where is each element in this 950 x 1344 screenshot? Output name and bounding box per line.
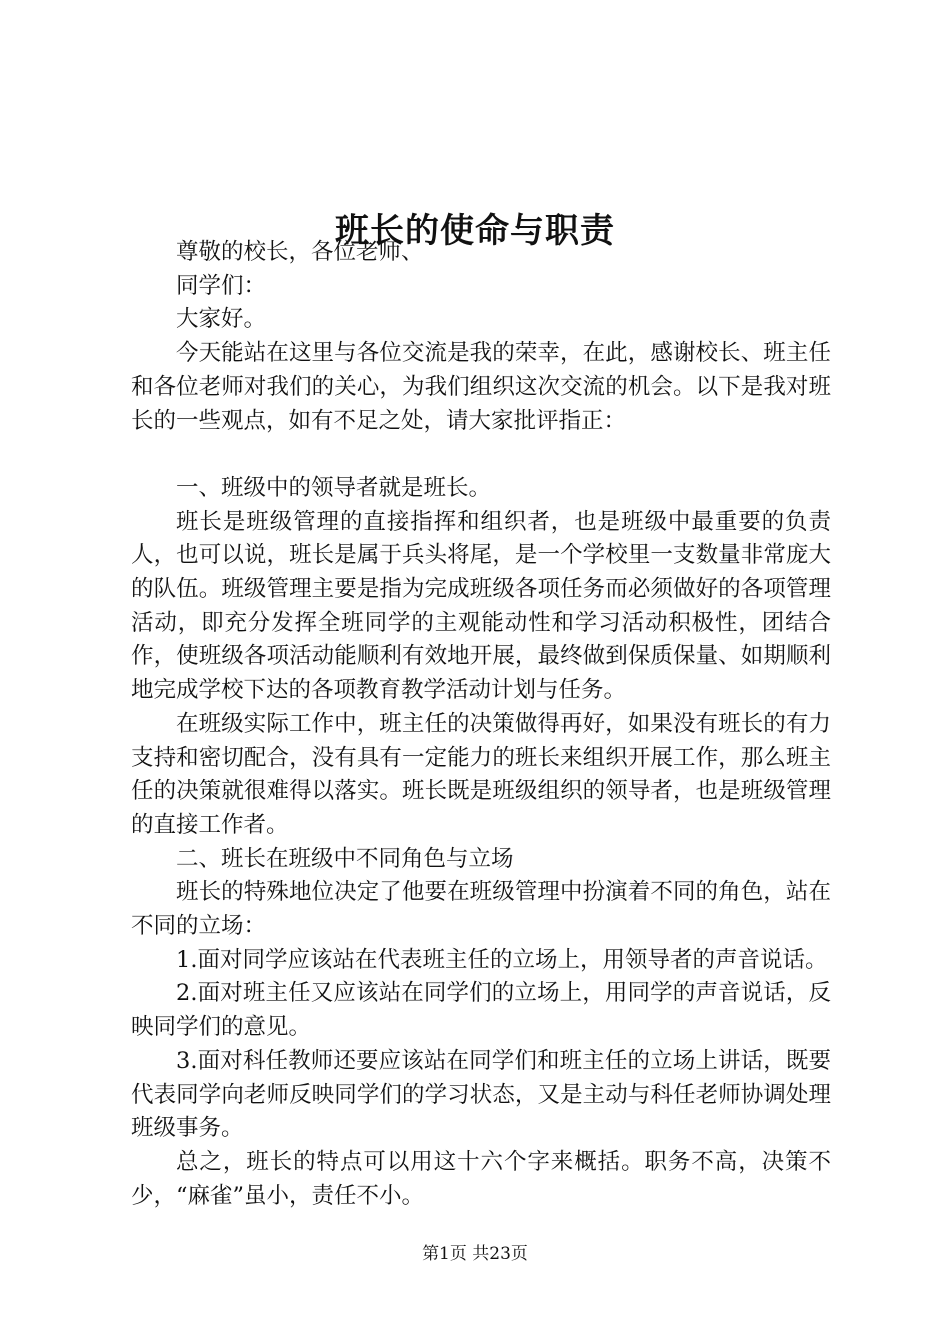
conclusion-paragraph: 总之，班长的特点可以用这十六个字来概括。职务不高，决策不少，“麻雀”虽小，责任不小。 <box>131 1148 831 1209</box>
document-body <box>131 236 831 1213</box>
list-item: 1.面对同学应该站在代表班主任的立场上，用领导者的声音说话。 <box>176 946 828 973</box>
salutation-line: 同学们： <box>176 272 267 299</box>
list-item: 3.面对科任教师还要应该站在同学们和班主任的立场上讲话，既要代表同学向老师反映同学们的学习状态，又是主动与科任老师协调处理班级事务。 <box>131 1047 831 1142</box>
intro-paragraph: 今天能站在这里与各位交流是我的荣幸，在此，感谢校长、班主任和各位老师对我们的关心，为我们组织这次交流的机会。以下是我对班长的一些观点，如有不足之处，请大家批评指正： <box>131 340 831 434</box>
list-item: 2.面对班主任又应该站在同学们的立场上，用同学的声音说话，反映同学们的意见。 <box>131 980 831 1041</box>
document-title: 班长的使命与职责 <box>335 210 615 251</box>
body-paragraph: 在班级实际工作中，班主任的决策做得再好，如果没有班长的有力支持和密切配合，没有具有一定能力的班长来组织开展工作，那么班主任的决策就很难得以落实。班长既是班级组织的领导者，也是班级管理的直接工作者。 <box>131 710 831 838</box>
salutation-line: 尊敬的校长，各位老师、 <box>176 239 424 265</box>
page-number-footer: 第1页 共23页 <box>422 1244 528 1264</box>
greeting-line: 大家好。 <box>176 306 267 333</box>
paragraph-spacer <box>131 438 831 472</box>
section-heading-1: 一、班级中的领导者就是班长。 <box>176 474 492 501</box>
body-paragraph: 班长是班级管理的直接指挥和组织者，也是班级中最重要的负责人，也可以说，班长是属于兵头将尾，是一个学校里一支数量非常庞大的队伍。班级管理主要是指为完成班级各项任务而必须做好的各项管理活动，即充分发挥全班同学的主观能动性和学习活动积极性，团结合作，使班级各项活动能顺利有效地开展，最终做到保质保量、如期顺利地完成学校下达的各项教育教学活动计划与任务。 <box>131 508 831 704</box>
section-heading-2: 二、班长在班级中不同角色与立场 <box>176 845 514 872</box>
body-paragraph: 班长的特殊地位决定了他要在班级管理中扮演着不同的角色，站在不同的立场： <box>131 879 831 940</box>
